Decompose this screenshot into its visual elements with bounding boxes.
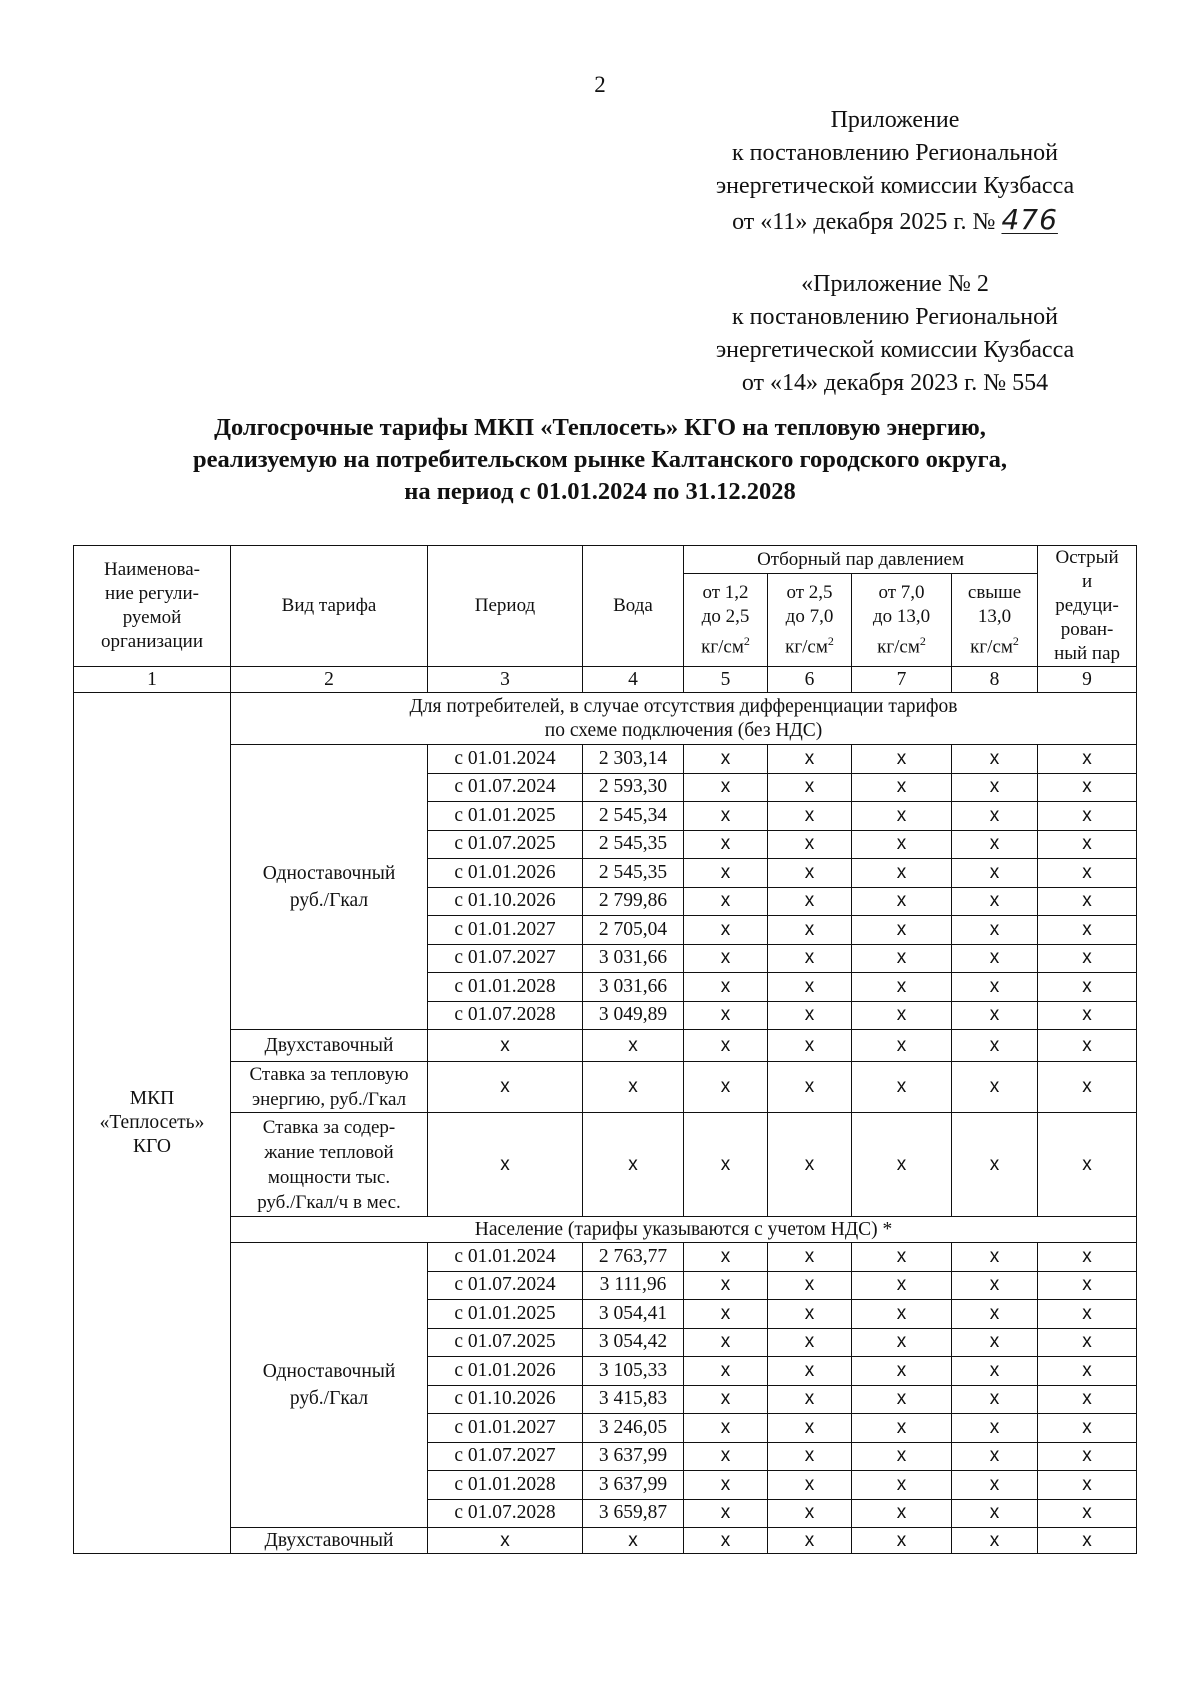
approval-line: от «14» декабря 2023 г. № 554 xyxy=(741,370,1049,396)
x-cell: x xyxy=(768,1001,852,1030)
water-value-cell: 3 111,96 xyxy=(583,1271,684,1300)
x-cell: x xyxy=(768,1328,852,1357)
tariff-type-line: руб./Гкал xyxy=(289,890,369,911)
water-value-cell: 3 054,41 xyxy=(583,1300,684,1329)
unit-sup: 2 xyxy=(827,633,834,648)
handwritten-number: 476 xyxy=(1001,203,1058,236)
period-cell: с 01.07.2025 xyxy=(428,1328,583,1357)
header-pressure-1 xyxy=(684,574,768,667)
x-cell: x xyxy=(852,887,952,916)
header-text: Наименова- xyxy=(104,559,200,580)
x-cell: x xyxy=(1038,802,1137,831)
header-pressure-4 xyxy=(952,574,1038,667)
header-text: до 7,0 xyxy=(785,605,834,627)
x-cell: x xyxy=(952,1328,1038,1357)
x-cell: x xyxy=(952,944,1038,973)
x-cell: x xyxy=(1038,1385,1137,1414)
x-cell: x xyxy=(768,1499,852,1528)
col-number: 4 xyxy=(583,667,684,693)
x-cell: x xyxy=(952,1357,1038,1386)
x-cell: x xyxy=(768,745,852,774)
header-text xyxy=(854,629,949,659)
header-text xyxy=(954,629,1035,659)
x-cell: x xyxy=(684,1385,768,1414)
x-cell: x xyxy=(768,1271,852,1300)
table-row xyxy=(74,1243,1137,1272)
table-row xyxy=(74,1113,1137,1217)
x-cell: x xyxy=(1038,1414,1137,1443)
x-cell: x xyxy=(768,1030,852,1062)
x-cell: x xyxy=(583,1113,684,1217)
water-value-cell: 3 054,42 xyxy=(583,1328,684,1357)
section-title: Население (тарифы указываются с учетом НДС) * xyxy=(231,1217,1137,1243)
x-cell: x xyxy=(768,944,852,973)
period-cell: с 01.10.2026 xyxy=(428,887,583,916)
period-cell: с 01.01.2024 xyxy=(428,745,583,774)
period-cell: с 01.01.2027 xyxy=(428,1414,583,1443)
x-cell: x xyxy=(768,1300,852,1329)
tariff-type-line: жание тепловой xyxy=(264,1141,394,1163)
x-cell: x xyxy=(684,944,768,973)
water-value-cell: 2 763,77 xyxy=(583,1243,684,1272)
table-row xyxy=(74,1030,1137,1062)
x-cell: x xyxy=(1038,1499,1137,1528)
water-value-cell: 2 545,35 xyxy=(583,830,684,859)
x-cell: x xyxy=(852,1271,952,1300)
x-cell: x xyxy=(852,830,952,859)
water-value-cell: 3 637,99 xyxy=(583,1471,684,1500)
header-period: Период xyxy=(428,546,583,667)
section-title-row xyxy=(74,693,1137,745)
x-cell: x xyxy=(684,1471,768,1500)
x-cell: x xyxy=(1038,1113,1137,1217)
period-cell: с 01.07.2024 xyxy=(428,1271,583,1300)
x-cell: x xyxy=(684,1271,768,1300)
x-cell: x xyxy=(684,973,768,1002)
header-water: Вода xyxy=(583,546,684,667)
header-text: от 2,5 xyxy=(786,581,833,603)
title-line: реализуемую на потребительском рынке Калтанского городского округа, xyxy=(192,446,1007,473)
x-cell: x xyxy=(583,1528,684,1554)
col-number: 2 xyxy=(231,667,428,693)
approval-date-line xyxy=(660,203,1130,239)
period-cell: с 01.07.2027 xyxy=(428,944,583,973)
header-text: до 13,0 xyxy=(872,605,931,627)
x-cell: x xyxy=(952,802,1038,831)
unit-sup: 2 xyxy=(919,633,926,648)
x-cell: x xyxy=(768,1385,852,1414)
column-number-row xyxy=(74,667,1137,693)
water-value-cell: 2 545,34 xyxy=(583,802,684,831)
approval-line: энергетической комиссии Кузбасса xyxy=(715,173,1075,199)
period-cell: с 01.01.2028 xyxy=(428,973,583,1002)
x-cell: x xyxy=(684,1328,768,1357)
col-number: 5 xyxy=(684,667,768,693)
period-cell: с 01.01.2026 xyxy=(428,859,583,888)
x-cell: x xyxy=(768,1471,852,1500)
x-cell: x xyxy=(852,1499,952,1528)
x-cell: x xyxy=(952,1271,1038,1300)
x-cell: x xyxy=(952,887,1038,916)
period-cell: с 01.01.2025 xyxy=(428,1300,583,1329)
x-cell: x xyxy=(768,1357,852,1386)
x-cell: x xyxy=(852,1062,952,1113)
header-tariff-type: Вид тарифа xyxy=(231,546,428,667)
x-cell: x xyxy=(684,802,768,831)
x-cell: x xyxy=(1038,859,1137,888)
approval-line: энергетической комиссии Кузбасса xyxy=(715,337,1075,363)
x-cell: x xyxy=(768,773,852,802)
header-text: и xyxy=(1081,571,1093,592)
header-text: рован- xyxy=(1060,619,1114,640)
approval-line: Приложение xyxy=(830,107,960,133)
tariff-type-cell xyxy=(231,1243,428,1528)
period-cell: с 01.10.2026 xyxy=(428,1385,583,1414)
water-value-cell: 2 593,30 xyxy=(583,773,684,802)
tariff-type-line: Ставка за содер- xyxy=(262,1116,396,1138)
x-cell: x xyxy=(768,1414,852,1443)
x-cell: x xyxy=(1038,916,1137,945)
col-number: 1 xyxy=(74,667,231,693)
x-cell: x xyxy=(768,887,852,916)
x-cell: x xyxy=(583,1030,684,1062)
tariff-type-cell xyxy=(231,1113,428,1217)
x-cell: x xyxy=(768,859,852,888)
x-cell: x xyxy=(852,916,952,945)
header-pressure-3 xyxy=(852,574,952,667)
table-row xyxy=(74,745,1137,774)
tariff-type-cell xyxy=(231,1062,428,1113)
table-row xyxy=(74,1528,1137,1554)
x-cell: x xyxy=(952,1471,1038,1500)
x-cell: x xyxy=(952,1001,1038,1030)
x-cell: x xyxy=(852,1385,952,1414)
header-sharp-steam xyxy=(1038,546,1137,667)
water-value-cell: 2 303,14 xyxy=(583,745,684,774)
x-cell: x xyxy=(684,1001,768,1030)
header-text: свыше xyxy=(967,581,1022,603)
x-cell: x xyxy=(852,1528,952,1554)
x-cell: x xyxy=(768,1243,852,1272)
x-cell: x xyxy=(1038,1357,1137,1386)
tariff-type-line: руб./Гкал/ч в мес. xyxy=(257,1191,401,1213)
x-cell: x xyxy=(1038,773,1137,802)
x-cell: x xyxy=(428,1528,583,1554)
water-value-cell: 3 049,89 xyxy=(583,1001,684,1030)
x-cell: x xyxy=(768,973,852,1002)
x-cell: x xyxy=(1038,1471,1137,1500)
x-cell: x xyxy=(1038,887,1137,916)
x-cell: x xyxy=(1038,1001,1137,1030)
x-cell: x xyxy=(952,1113,1038,1217)
x-cell: x xyxy=(684,1300,768,1329)
x-cell: x xyxy=(684,830,768,859)
x-cell: x xyxy=(684,745,768,774)
approval-block-current xyxy=(660,104,1130,239)
x-cell: x xyxy=(852,1243,952,1272)
water-value-cell: 3 105,33 xyxy=(583,1357,684,1386)
unit-text: кг/см xyxy=(701,636,744,658)
unit-sup: 2 xyxy=(1012,633,1019,648)
x-cell: x xyxy=(768,830,852,859)
section-title-row xyxy=(74,1217,1137,1243)
org-name-line: МКП xyxy=(129,1088,175,1109)
period-cell: с 01.01.2028 xyxy=(428,1471,583,1500)
water-value-cell: 2 799,86 xyxy=(583,887,684,916)
x-cell: x xyxy=(1038,1328,1137,1357)
tariff-type-cell: Двухставочный xyxy=(231,1528,428,1554)
x-cell: x xyxy=(1038,1271,1137,1300)
x-cell: x xyxy=(952,1300,1038,1329)
document-title xyxy=(60,412,1140,508)
x-cell: x xyxy=(952,1528,1038,1554)
x-cell: x xyxy=(952,1414,1038,1443)
header-text xyxy=(686,629,765,659)
period-cell: с 01.07.2024 xyxy=(428,773,583,802)
x-cell: x xyxy=(952,973,1038,1002)
x-cell: x xyxy=(852,1357,952,1386)
x-cell: x xyxy=(952,1385,1038,1414)
water-value-cell: 3 031,66 xyxy=(583,944,684,973)
water-value-cell: 2 705,04 xyxy=(583,916,684,945)
x-cell: x xyxy=(952,1243,1038,1272)
x-cell: x xyxy=(1038,830,1137,859)
col-number: 3 xyxy=(428,667,583,693)
x-cell: x xyxy=(768,1062,852,1113)
x-cell: x xyxy=(684,1528,768,1554)
x-cell: x xyxy=(684,916,768,945)
org-name-cell xyxy=(74,693,231,1554)
x-cell: x xyxy=(684,1442,768,1471)
x-cell: x xyxy=(684,887,768,916)
x-cell: x xyxy=(768,916,852,945)
x-cell: x xyxy=(1038,1442,1137,1471)
tariff-type-line: мощности тыс. xyxy=(267,1166,391,1188)
tariff-type-cell: Двухставочный xyxy=(231,1030,428,1062)
x-cell: x xyxy=(428,1062,583,1113)
tariff-type-line: энергию, руб./Гкал xyxy=(251,1089,407,1110)
x-cell: x xyxy=(684,1062,768,1113)
period-cell: с 01.01.2026 xyxy=(428,1357,583,1386)
unit-text: кг/см xyxy=(877,636,920,658)
x-cell: x xyxy=(852,1113,952,1217)
table-row xyxy=(74,1062,1137,1113)
header-text: редуци- xyxy=(1055,595,1119,616)
header-row xyxy=(74,546,1137,574)
period-cell: с 01.07.2027 xyxy=(428,1442,583,1471)
x-cell: x xyxy=(768,1113,852,1217)
x-cell: x xyxy=(852,859,952,888)
x-cell: x xyxy=(1038,745,1137,774)
title-line: Долгосрочные тарифы МКП «Теплосеть» КГО на тепловую энергию, xyxy=(214,414,986,441)
x-cell: x xyxy=(852,1471,952,1500)
col-number: 8 xyxy=(952,667,1038,693)
x-cell: x xyxy=(684,1030,768,1062)
tariff-type-line: Ставка за тепловую xyxy=(249,1064,409,1085)
x-cell: x xyxy=(852,773,952,802)
header-text: Острый xyxy=(1055,547,1119,568)
x-cell: x xyxy=(952,1030,1038,1062)
approval-line: к постановлению Региональной xyxy=(732,304,1058,330)
water-value-cell: 3 246,05 xyxy=(583,1414,684,1443)
tariff-table xyxy=(73,545,1137,1554)
header-text: руемой xyxy=(122,607,182,628)
section-title-line: по схеме подключения (без НДС) xyxy=(544,719,823,741)
unit-text: кг/см xyxy=(970,636,1013,658)
header-text xyxy=(770,629,849,659)
period-cell: с 01.07.2028 xyxy=(428,1001,583,1030)
tariff-type-cell xyxy=(231,745,428,1030)
x-cell: x xyxy=(684,773,768,802)
header-text: организации xyxy=(100,631,203,652)
x-cell: x xyxy=(684,1499,768,1528)
x-cell: x xyxy=(952,1499,1038,1528)
x-cell: x xyxy=(1038,1528,1137,1554)
x-cell: x xyxy=(1038,1243,1137,1272)
x-cell: x xyxy=(1038,1062,1137,1113)
header-text: ние регули- xyxy=(105,583,199,604)
x-cell: x xyxy=(428,1030,583,1062)
period-cell: с 01.07.2028 xyxy=(428,1499,583,1528)
x-cell: x xyxy=(952,859,1038,888)
header-org xyxy=(74,546,231,667)
x-cell: x xyxy=(952,1062,1038,1113)
x-cell: x xyxy=(952,916,1038,945)
approval-line: к постановлению Региональной xyxy=(732,140,1058,166)
period-cell: с 01.01.2025 xyxy=(428,802,583,831)
approval-block-original xyxy=(660,268,1130,400)
x-cell: x xyxy=(1038,973,1137,1002)
org-name-line: «Теплосеть» xyxy=(99,1112,205,1133)
x-cell: x xyxy=(852,745,952,774)
col-number: 9 xyxy=(1038,667,1137,693)
x-cell: x xyxy=(1038,944,1137,973)
x-cell: x xyxy=(852,1001,952,1030)
x-cell: x xyxy=(768,1442,852,1471)
col-number: 7 xyxy=(852,667,952,693)
x-cell: x xyxy=(852,1030,952,1062)
x-cell: x xyxy=(684,859,768,888)
tariff-type-line: руб./Гкал xyxy=(289,1388,369,1409)
tariff-type-line: Одноставочный xyxy=(262,863,396,884)
x-cell: x xyxy=(852,802,952,831)
x-cell: x xyxy=(684,1414,768,1443)
col-number: 6 xyxy=(768,667,852,693)
water-value-cell: 3 031,66 xyxy=(583,973,684,1002)
tariff-type-line: Одноставочный xyxy=(262,1361,396,1382)
x-cell: x xyxy=(852,1328,952,1357)
water-value-cell: 3 659,87 xyxy=(583,1499,684,1528)
x-cell: x xyxy=(428,1113,583,1217)
x-cell: x xyxy=(852,973,952,1002)
x-cell: x xyxy=(952,773,1038,802)
period-cell: с 01.01.2027 xyxy=(428,916,583,945)
x-cell: x xyxy=(1038,1030,1137,1062)
x-cell: x xyxy=(583,1062,684,1113)
section-title xyxy=(231,693,1137,745)
x-cell: x xyxy=(952,1442,1038,1471)
org-name-line: КГО xyxy=(133,1136,171,1157)
x-cell: x xyxy=(684,1357,768,1386)
header-steam-group: Отборный пар давлением xyxy=(684,546,1038,574)
section-title-line: Для потребителей, в случае отсутствия дифференциации тарифов xyxy=(409,695,958,717)
water-value-cell: 3 637,99 xyxy=(583,1442,684,1471)
x-cell: x xyxy=(852,1300,952,1329)
unit-sup: 2 xyxy=(743,633,750,648)
x-cell: x xyxy=(1038,1300,1137,1329)
title-line: на период с 01.01.2024 по 31.12.2028 xyxy=(404,478,796,505)
header-text: 13,0 xyxy=(977,605,1012,627)
x-cell: x xyxy=(852,944,952,973)
x-cell: x xyxy=(852,1414,952,1443)
x-cell: x xyxy=(768,802,852,831)
x-cell: x xyxy=(684,1113,768,1217)
approval-line: «Приложение № 2 xyxy=(801,271,989,297)
header-text: до 2,5 xyxy=(701,605,750,627)
water-value-cell: 3 415,83 xyxy=(583,1385,684,1414)
x-cell: x xyxy=(768,1528,852,1554)
period-cell: с 01.01.2024 xyxy=(428,1243,583,1272)
page-number: 2 xyxy=(594,72,606,97)
period-cell: с 01.07.2025 xyxy=(428,830,583,859)
header-pressure-2 xyxy=(768,574,852,667)
header-text: от 1,2 xyxy=(702,581,749,603)
unit-text: кг/см xyxy=(785,636,828,658)
x-cell: x xyxy=(852,1442,952,1471)
header-text: от 7,0 xyxy=(878,581,925,603)
x-cell: x xyxy=(684,1243,768,1272)
water-value-cell: 2 545,35 xyxy=(583,859,684,888)
x-cell: x xyxy=(952,830,1038,859)
header-text: ный пар xyxy=(1054,643,1121,664)
x-cell: x xyxy=(952,745,1038,774)
approval-date: от «11» декабря 2025 г. № xyxy=(732,209,996,235)
